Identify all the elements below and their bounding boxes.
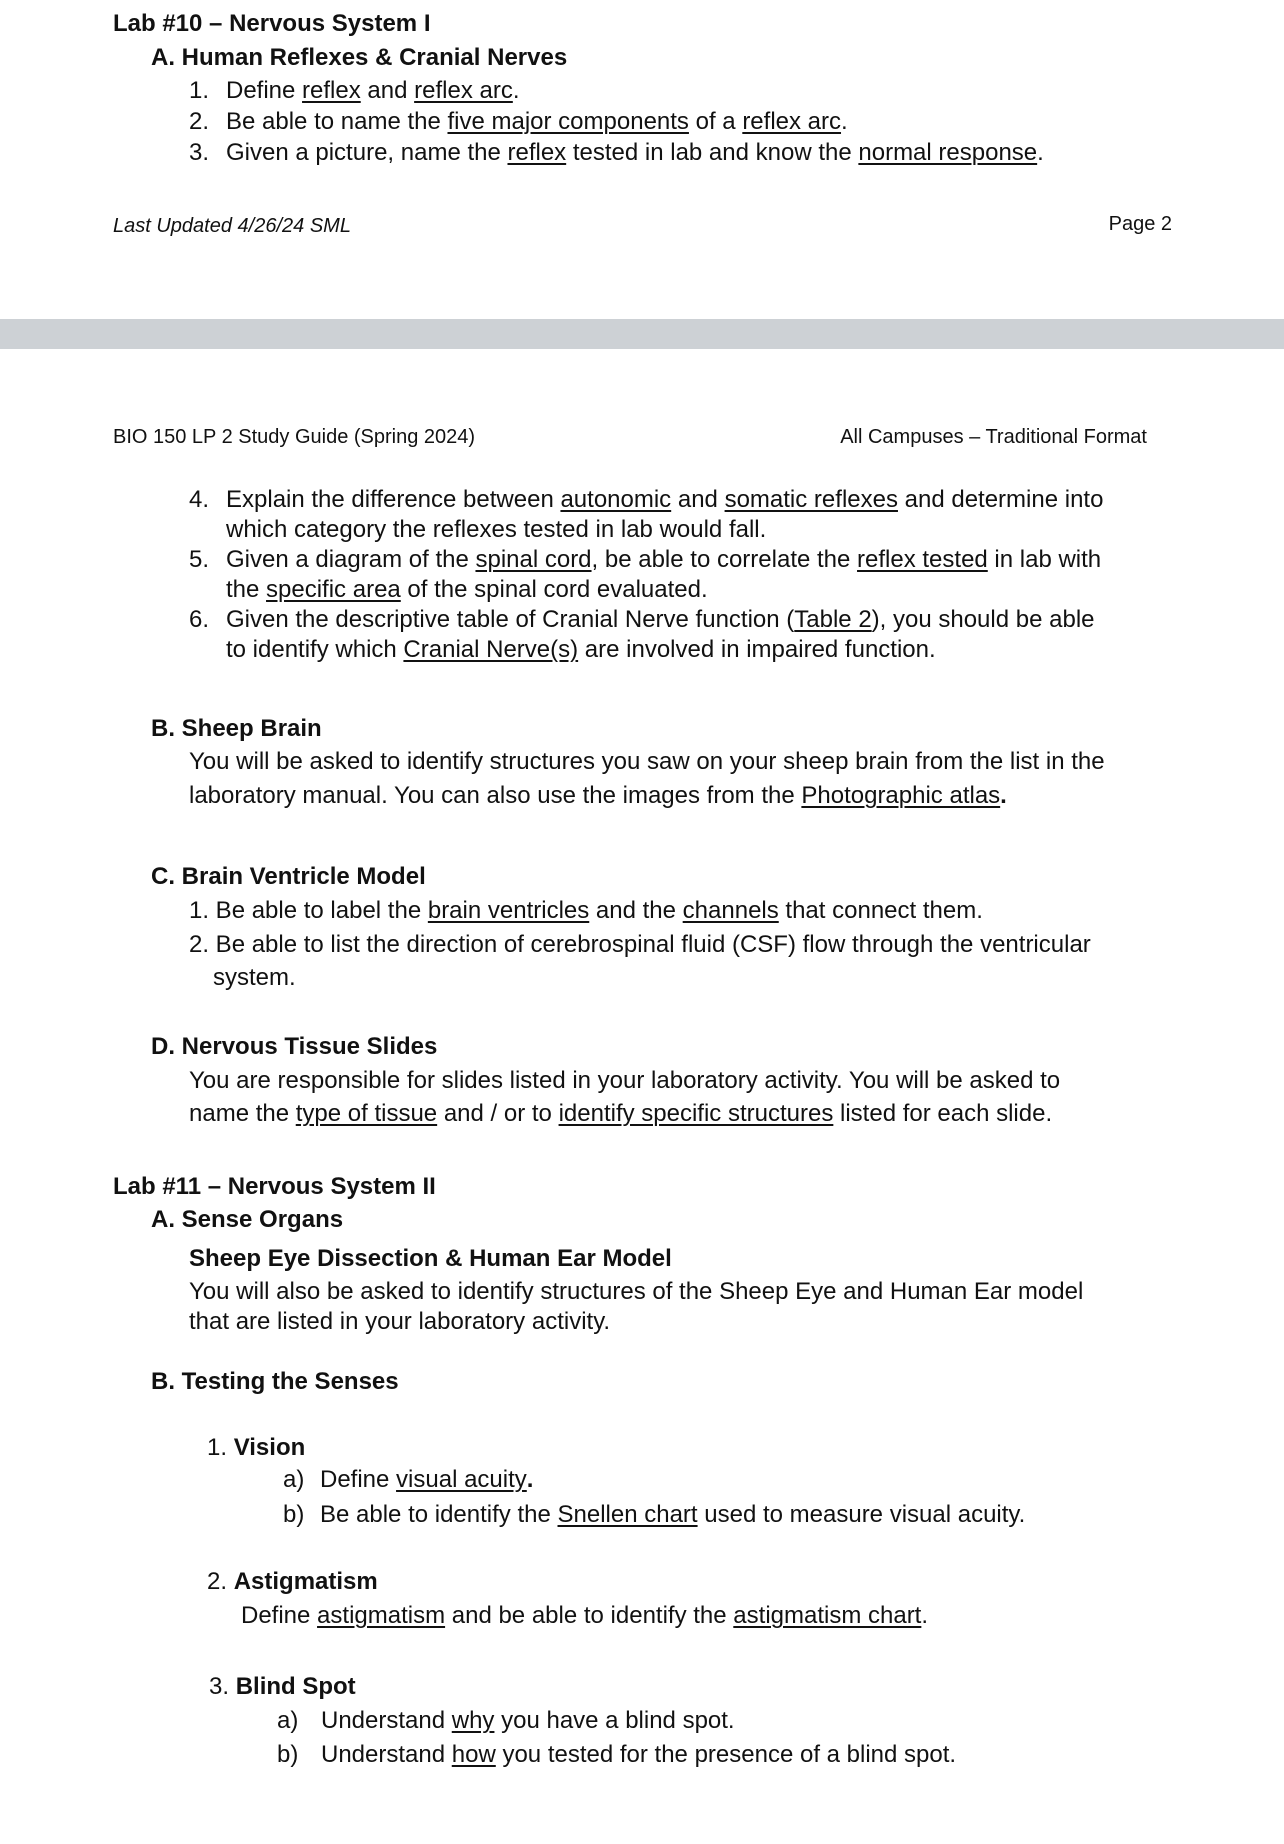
objective-a3-text: Given a picture, name the reflex tested in lab and know the normal response. bbox=[226, 139, 1044, 166]
list-number: 2. bbox=[189, 108, 210, 135]
objective-a5-number: 5. bbox=[189, 546, 210, 573]
objective-a1-text: Define reflex and reflex arc. bbox=[226, 77, 520, 104]
astigmatism-heading: 2. Astigmatism bbox=[207, 1568, 378, 1595]
term-photographic-atlas: Photographic atlas bbox=[801, 782, 1001, 809]
section-d-line2: name the type of tissue and / or to identify specific structures listed for each slide. bbox=[189, 1100, 1053, 1127]
term-reflex: reflex bbox=[302, 77, 361, 104]
term-brain-ventricles: brain ventricles bbox=[427, 897, 590, 924]
term-astigmatism: astigmatism bbox=[317, 1602, 446, 1629]
section-b-title: B. Sheep Brain bbox=[151, 715, 322, 742]
lab11-title: Lab #11 – Nervous System II bbox=[113, 1173, 436, 1200]
term-channels: channels bbox=[682, 897, 779, 924]
section-b-line1: You will be asked to identify structures you saw on your sheep brain from the list in the bbox=[189, 748, 1105, 775]
objective-a6-number: 6. bbox=[189, 606, 210, 633]
objective-a4-number: 4. bbox=[189, 486, 210, 513]
objective-a2-text: Be able to name the five major components of a reflex arc. bbox=[226, 108, 848, 135]
sense-organs-line2: that are listed in your laboratory activity. bbox=[189, 1308, 611, 1335]
term-five-major-components: five major components bbox=[447, 108, 689, 135]
vision-item-b: Be able to identify the Snellen chart used to measure visual acuity. bbox=[320, 1501, 1026, 1528]
term-autonomic: autonomic bbox=[560, 486, 672, 513]
objective-a3 bbox=[189, 139, 209, 168]
objective-a4-text: Explain the difference between autonomic and somatic reflexes and determine into bbox=[226, 486, 1104, 513]
section-c-item1: 1. Be able to label the brain ventricles and the channels that connect them. bbox=[189, 897, 983, 924]
objective-a5-text: Given a diagram of the spinal cord, be able to correlate the reflex tested in lab with bbox=[226, 546, 1102, 573]
term-visual-acuity: visual acuity bbox=[396, 1466, 527, 1493]
term-identify-specific-structures: identify specific structures bbox=[558, 1100, 834, 1127]
page-break-divider bbox=[0, 319, 1284, 349]
section-c-item2-line2: system. bbox=[213, 964, 296, 991]
astigmatism-text: Define astigmatism and be able to identify the astigmatism chart. bbox=[241, 1602, 929, 1629]
term-snellen-chart: Snellen chart bbox=[557, 1501, 698, 1528]
section-c-item2: 2. Be able to list the direction of cerebrospinal fluid (CSF) flow through the ventricular bbox=[189, 931, 1091, 958]
sense-organs-title: A. Sense Organs bbox=[151, 1206, 344, 1233]
term-astigmatism-chart: astigmatism chart bbox=[733, 1602, 922, 1629]
term-somatic-reflexes: somatic reflexes bbox=[724, 486, 898, 513]
term-why: why bbox=[451, 1707, 495, 1734]
footer-page-number: Page 2 bbox=[1108, 213, 1172, 235]
section-d-title: D. Nervous Tissue Slides bbox=[151, 1033, 438, 1060]
term-table-2: Table 2 bbox=[794, 606, 872, 633]
blind-spot-item-b-mark: b) bbox=[277, 1741, 299, 1768]
term-how: how bbox=[451, 1741, 496, 1768]
objective-a1 bbox=[189, 77, 209, 106]
section-c-title: C. Brain Ventricle Model bbox=[151, 863, 426, 890]
blind-spot-item-a-mark: a) bbox=[277, 1707, 299, 1734]
term-cranial-nerves: Cranial Nerve(s) bbox=[403, 636, 579, 663]
objective-a6-line2: to identify which Cranial Nerve(s) are involved in impaired function. bbox=[226, 636, 936, 663]
vision-heading: 1. Vision bbox=[207, 1434, 306, 1461]
vision-item-a-mark: a) bbox=[283, 1466, 305, 1493]
testing-senses-title: B. Testing the Senses bbox=[151, 1368, 399, 1395]
blind-spot-item-b: Understand how you tested for the presence of a blind spot. bbox=[321, 1741, 957, 1768]
header-campus-format: All Campuses – Traditional Format bbox=[840, 426, 1147, 448]
list-number: 3. bbox=[189, 139, 210, 166]
objective-a5-line2: the specific area of the spinal cord evaluated. bbox=[226, 576, 708, 603]
section-a-title: A. Human Reflexes & Cranial Nerves bbox=[151, 44, 568, 71]
vision-item-a: Define visual acuity. bbox=[320, 1466, 534, 1493]
term-reflex-arc: reflex arc bbox=[742, 108, 842, 135]
blind-spot-heading: 3. Blind Spot bbox=[209, 1673, 356, 1700]
term-type-of-tissue: type of tissue bbox=[295, 1100, 438, 1127]
sense-organs-line1: You will also be asked to identify structures of the Sheep Eye and Human Ear model bbox=[189, 1278, 1084, 1305]
term-reflex-arc: reflex arc bbox=[414, 77, 513, 104]
objective-a4-line2: which category the reflexes tested in lab would fall. bbox=[226, 516, 767, 543]
term-reflex-tested: reflex tested bbox=[857, 546, 988, 573]
term-reflex: reflex bbox=[507, 139, 567, 166]
objective-a6-text: Given the descriptive table of Cranial Nerve function (Table 2), you should be able bbox=[226, 606, 1095, 633]
sense-organs-subtitle: Sheep Eye Dissection & Human Ear Model bbox=[189, 1245, 672, 1272]
term-spinal-cord: spinal cord bbox=[475, 546, 592, 573]
header-course-title: BIO 150 LP 2 Study Guide (Spring 2024) bbox=[113, 426, 476, 448]
section-d-line1: You are responsible for slides listed in your laboratory activity. You will be asked to bbox=[189, 1067, 1061, 1094]
term-normal-response: normal response bbox=[858, 139, 1038, 166]
list-number: 1. bbox=[189, 77, 210, 104]
term-specific-area: specific area bbox=[266, 576, 401, 603]
objective-a2 bbox=[189, 108, 209, 137]
lab10-title: Lab #10 – Nervous System I bbox=[113, 10, 431, 37]
footer-last-updated: Last Updated 4/26/24 SML bbox=[113, 215, 351, 237]
vision-item-b-mark: b) bbox=[283, 1501, 305, 1528]
section-b-line2: laboratory manual. You can also use the images from the Photographic atlas. bbox=[189, 782, 1007, 809]
blind-spot-item-a: Understand why you have a blind spot. bbox=[321, 1707, 735, 1734]
